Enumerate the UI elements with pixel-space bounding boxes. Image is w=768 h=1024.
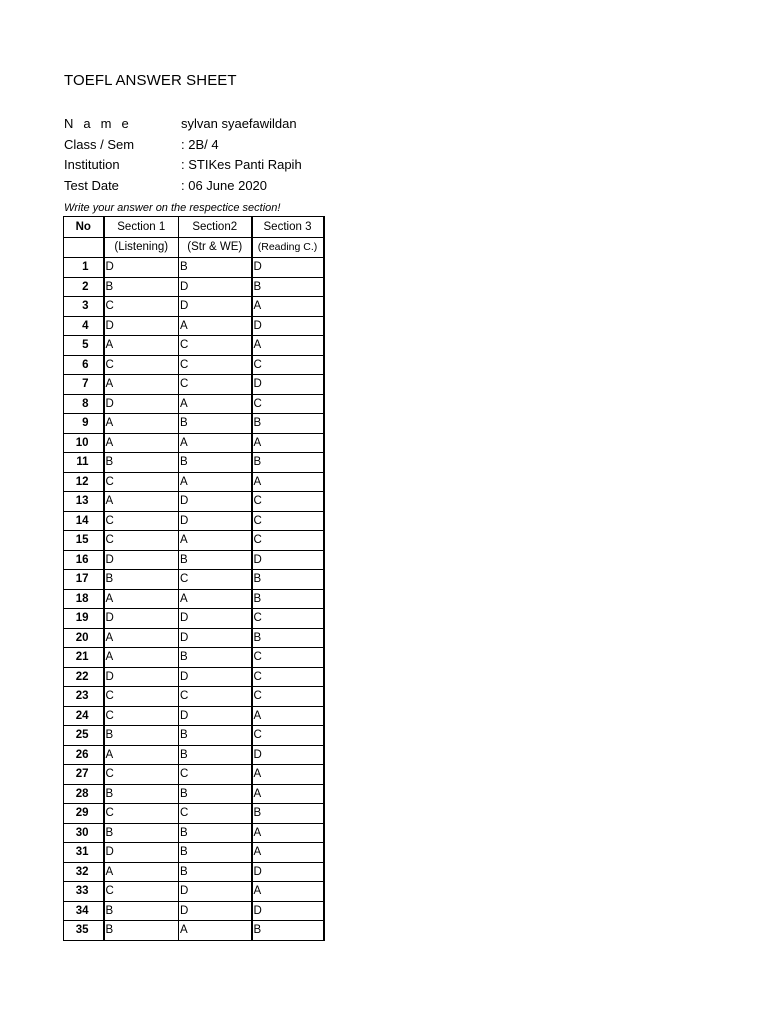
answer-row: [64, 394, 324, 414]
answer-row: [64, 726, 324, 746]
answer-row: [64, 277, 324, 297]
question-number: 3: [64, 297, 104, 317]
section1-answer: A: [104, 492, 179, 512]
section3-answer: D: [252, 745, 324, 765]
answer-row: [64, 492, 324, 512]
question-number: 8: [64, 394, 104, 414]
question-number: 12: [64, 472, 104, 492]
section3-answer: A: [252, 784, 324, 804]
section2-answer: C: [179, 570, 252, 590]
section1-answer: C: [104, 804, 179, 824]
section1-answer: B: [104, 823, 179, 843]
section3-header: Section 3: [252, 217, 324, 238]
section2-answer: B: [179, 453, 252, 473]
section1-answer: B: [104, 784, 179, 804]
answer-row: [64, 511, 324, 531]
section2-answer: C: [179, 375, 252, 395]
answer-row: [64, 628, 324, 648]
section2-answer: C: [179, 336, 252, 356]
question-number: 13: [64, 492, 104, 512]
question-number: 32: [64, 862, 104, 882]
answer-row: [64, 667, 324, 687]
section1-answer: B: [104, 921, 179, 941]
section1-answer: C: [104, 706, 179, 726]
name-value: sylvan syaefawildan: [181, 116, 297, 131]
section3-answer: C: [252, 667, 324, 687]
section1-answer: B: [104, 453, 179, 473]
section1-answer: C: [104, 882, 179, 902]
section3-answer: B: [252, 804, 324, 824]
section1-answer: D: [104, 550, 179, 570]
section1-answer: D: [104, 394, 179, 414]
section2-answer: B: [179, 726, 252, 746]
subheader-row: [64, 237, 324, 258]
question-number: 15: [64, 531, 104, 551]
question-number: 6: [64, 355, 104, 375]
section3-answer: B: [252, 589, 324, 609]
question-number: 23: [64, 687, 104, 707]
section1-answer: B: [104, 726, 179, 746]
answer-row: [64, 843, 324, 863]
question-number: 14: [64, 511, 104, 531]
section3-answer: C: [252, 609, 324, 629]
answer-row: [64, 297, 324, 317]
question-number: 28: [64, 784, 104, 804]
section3-answer: D: [252, 258, 324, 278]
section2-answer: C: [179, 687, 252, 707]
section3-answer: C: [252, 511, 324, 531]
instruction-note: Write your answer on the respectice section!: [64, 202, 281, 214]
section1-answer: D: [104, 667, 179, 687]
institution-value: : STIKes Panti Rapih: [181, 157, 302, 172]
answer-row: [64, 687, 324, 707]
section1-answer: C: [104, 531, 179, 551]
section2-answer: D: [179, 511, 252, 531]
section3-answer: C: [252, 492, 324, 512]
section2-answer: B: [179, 843, 252, 863]
section1-answer: A: [104, 375, 179, 395]
answer-row: [64, 784, 324, 804]
section1-answer: C: [104, 472, 179, 492]
sheet-title: TOEFL ANSWER SHEET: [64, 72, 237, 89]
answer-row: [64, 355, 324, 375]
answer-row: [64, 648, 324, 668]
section1-answer: C: [104, 687, 179, 707]
question-number: 11: [64, 453, 104, 473]
section3-answer: A: [252, 882, 324, 902]
section3-answer: A: [252, 843, 324, 863]
section3-answer: C: [252, 355, 324, 375]
question-number: 2: [64, 277, 104, 297]
section2-header: Section2: [179, 217, 252, 238]
section1-answer: A: [104, 648, 179, 668]
section2-answer: A: [179, 394, 252, 414]
section2-answer: D: [179, 882, 252, 902]
section3-answer: C: [252, 648, 324, 668]
question-number: 19: [64, 609, 104, 629]
section2-answer: C: [179, 804, 252, 824]
answer-row: [64, 336, 324, 356]
section2-answer: C: [179, 765, 252, 785]
section1-answer: C: [104, 765, 179, 785]
section2-answer: D: [179, 492, 252, 512]
name-label: N a m e: [64, 116, 132, 131]
section1-answer: D: [104, 843, 179, 863]
question-number: 26: [64, 745, 104, 765]
section3-answer: B: [252, 414, 324, 434]
section3-answer: D: [252, 375, 324, 395]
answer-row: [64, 375, 324, 395]
answer-row: [64, 765, 324, 785]
section1-answer: D: [104, 258, 179, 278]
class-value: : 2B/ 4: [181, 137, 219, 152]
section2-answer: A: [179, 472, 252, 492]
section3-answer: B: [252, 570, 324, 590]
section1-answer: A: [104, 628, 179, 648]
section1-answer: A: [104, 589, 179, 609]
section2-answer: B: [179, 745, 252, 765]
answer-row: [64, 316, 324, 336]
section1-header: Section 1: [104, 217, 179, 238]
question-number: 25: [64, 726, 104, 746]
section1-answer: A: [104, 336, 179, 356]
answer-row: [64, 882, 324, 902]
section3-answer: A: [252, 472, 324, 492]
section1-answer: B: [104, 901, 179, 921]
question-number: 10: [64, 433, 104, 453]
section3-answer: B: [252, 453, 324, 473]
question-number: 29: [64, 804, 104, 824]
section1-answer: B: [104, 570, 179, 590]
section2-answer: B: [179, 648, 252, 668]
section3-answer: A: [252, 706, 324, 726]
no-subheader: [64, 237, 104, 258]
section1-subheader: (Listening): [104, 237, 179, 258]
question-number: 22: [64, 667, 104, 687]
answer-row: [64, 589, 324, 609]
question-number: 33: [64, 882, 104, 902]
section3-answer: B: [252, 277, 324, 297]
section2-subheader: (Str & WE): [179, 237, 252, 258]
section1-answer: D: [104, 316, 179, 336]
test-date-value: : 06 June 2020: [181, 178, 268, 193]
question-number: 5: [64, 336, 104, 356]
section3-answer: C: [252, 394, 324, 414]
answer-row: [64, 901, 324, 921]
section3-answer: A: [252, 297, 324, 317]
answer-row: [64, 804, 324, 824]
test-date-label: Test Date: [64, 178, 119, 193]
answer-row: [64, 823, 324, 843]
section3-answer: C: [252, 531, 324, 551]
answer-row: [64, 453, 324, 473]
section2-answer: B: [179, 258, 252, 278]
section2-answer: B: [179, 823, 252, 843]
question-number: 35: [64, 921, 104, 941]
section2-answer: B: [179, 550, 252, 570]
answer-table: [63, 216, 325, 941]
question-number: 7: [64, 375, 104, 395]
answer-row: [64, 862, 324, 882]
answer-row: [64, 433, 324, 453]
section2-answer: A: [179, 531, 252, 551]
section2-answer: D: [179, 609, 252, 629]
question-number: 4: [64, 316, 104, 336]
no-header: No: [64, 217, 104, 238]
question-number: 24: [64, 706, 104, 726]
section3-subheader: (Reading C.): [252, 237, 324, 258]
answer-row: [64, 570, 324, 590]
section3-answer: D: [252, 550, 324, 570]
section1-answer: C: [104, 355, 179, 375]
section2-answer: D: [179, 901, 252, 921]
question-number: 20: [64, 628, 104, 648]
class-label: Class / Sem: [64, 137, 135, 152]
section1-answer: A: [104, 862, 179, 882]
section2-answer: D: [179, 297, 252, 317]
section3-answer: C: [252, 726, 324, 746]
section3-answer: C: [252, 687, 324, 707]
section2-answer: A: [179, 921, 252, 941]
section3-answer: B: [252, 921, 324, 941]
section1-answer: A: [104, 745, 179, 765]
answer-row: [64, 706, 324, 726]
section3-answer: B: [252, 628, 324, 648]
section2-answer: D: [179, 277, 252, 297]
answer-row: [64, 531, 324, 551]
section1-answer: A: [104, 433, 179, 453]
question-number: 17: [64, 570, 104, 590]
question-number: 34: [64, 901, 104, 921]
question-number: 21: [64, 648, 104, 668]
section2-answer: B: [179, 862, 252, 882]
answer-row: [64, 258, 324, 278]
section1-answer: C: [104, 511, 179, 531]
question-number: 31: [64, 843, 104, 863]
question-number: 1: [64, 258, 104, 278]
section2-answer: B: [179, 414, 252, 434]
section3-answer: D: [252, 316, 324, 336]
question-number: 18: [64, 589, 104, 609]
section1-answer: B: [104, 277, 179, 297]
section2-answer: C: [179, 355, 252, 375]
section2-answer: D: [179, 628, 252, 648]
section2-answer: D: [179, 667, 252, 687]
header-row: [64, 217, 324, 238]
section2-answer: B: [179, 784, 252, 804]
section2-answer: A: [179, 433, 252, 453]
question-number: 16: [64, 550, 104, 570]
section3-answer: A: [252, 433, 324, 453]
section2-answer: A: [179, 316, 252, 336]
section3-answer: A: [252, 336, 324, 356]
section3-answer: A: [252, 765, 324, 785]
section3-answer: D: [252, 862, 324, 882]
answer-row: [64, 550, 324, 570]
answer-row: [64, 921, 324, 941]
section2-answer: D: [179, 706, 252, 726]
section1-answer: A: [104, 414, 179, 434]
section3-answer: A: [252, 823, 324, 843]
question-number: 30: [64, 823, 104, 843]
question-number: 27: [64, 765, 104, 785]
answer-row: [64, 745, 324, 765]
answer-row: [64, 472, 324, 492]
answer-row: [64, 609, 324, 629]
institution-label: Institution: [64, 157, 120, 172]
question-number: 9: [64, 414, 104, 434]
answer-row: [64, 414, 324, 434]
section1-answer: D: [104, 609, 179, 629]
section3-answer: D: [252, 901, 324, 921]
section1-answer: C: [104, 297, 179, 317]
section2-answer: A: [179, 589, 252, 609]
